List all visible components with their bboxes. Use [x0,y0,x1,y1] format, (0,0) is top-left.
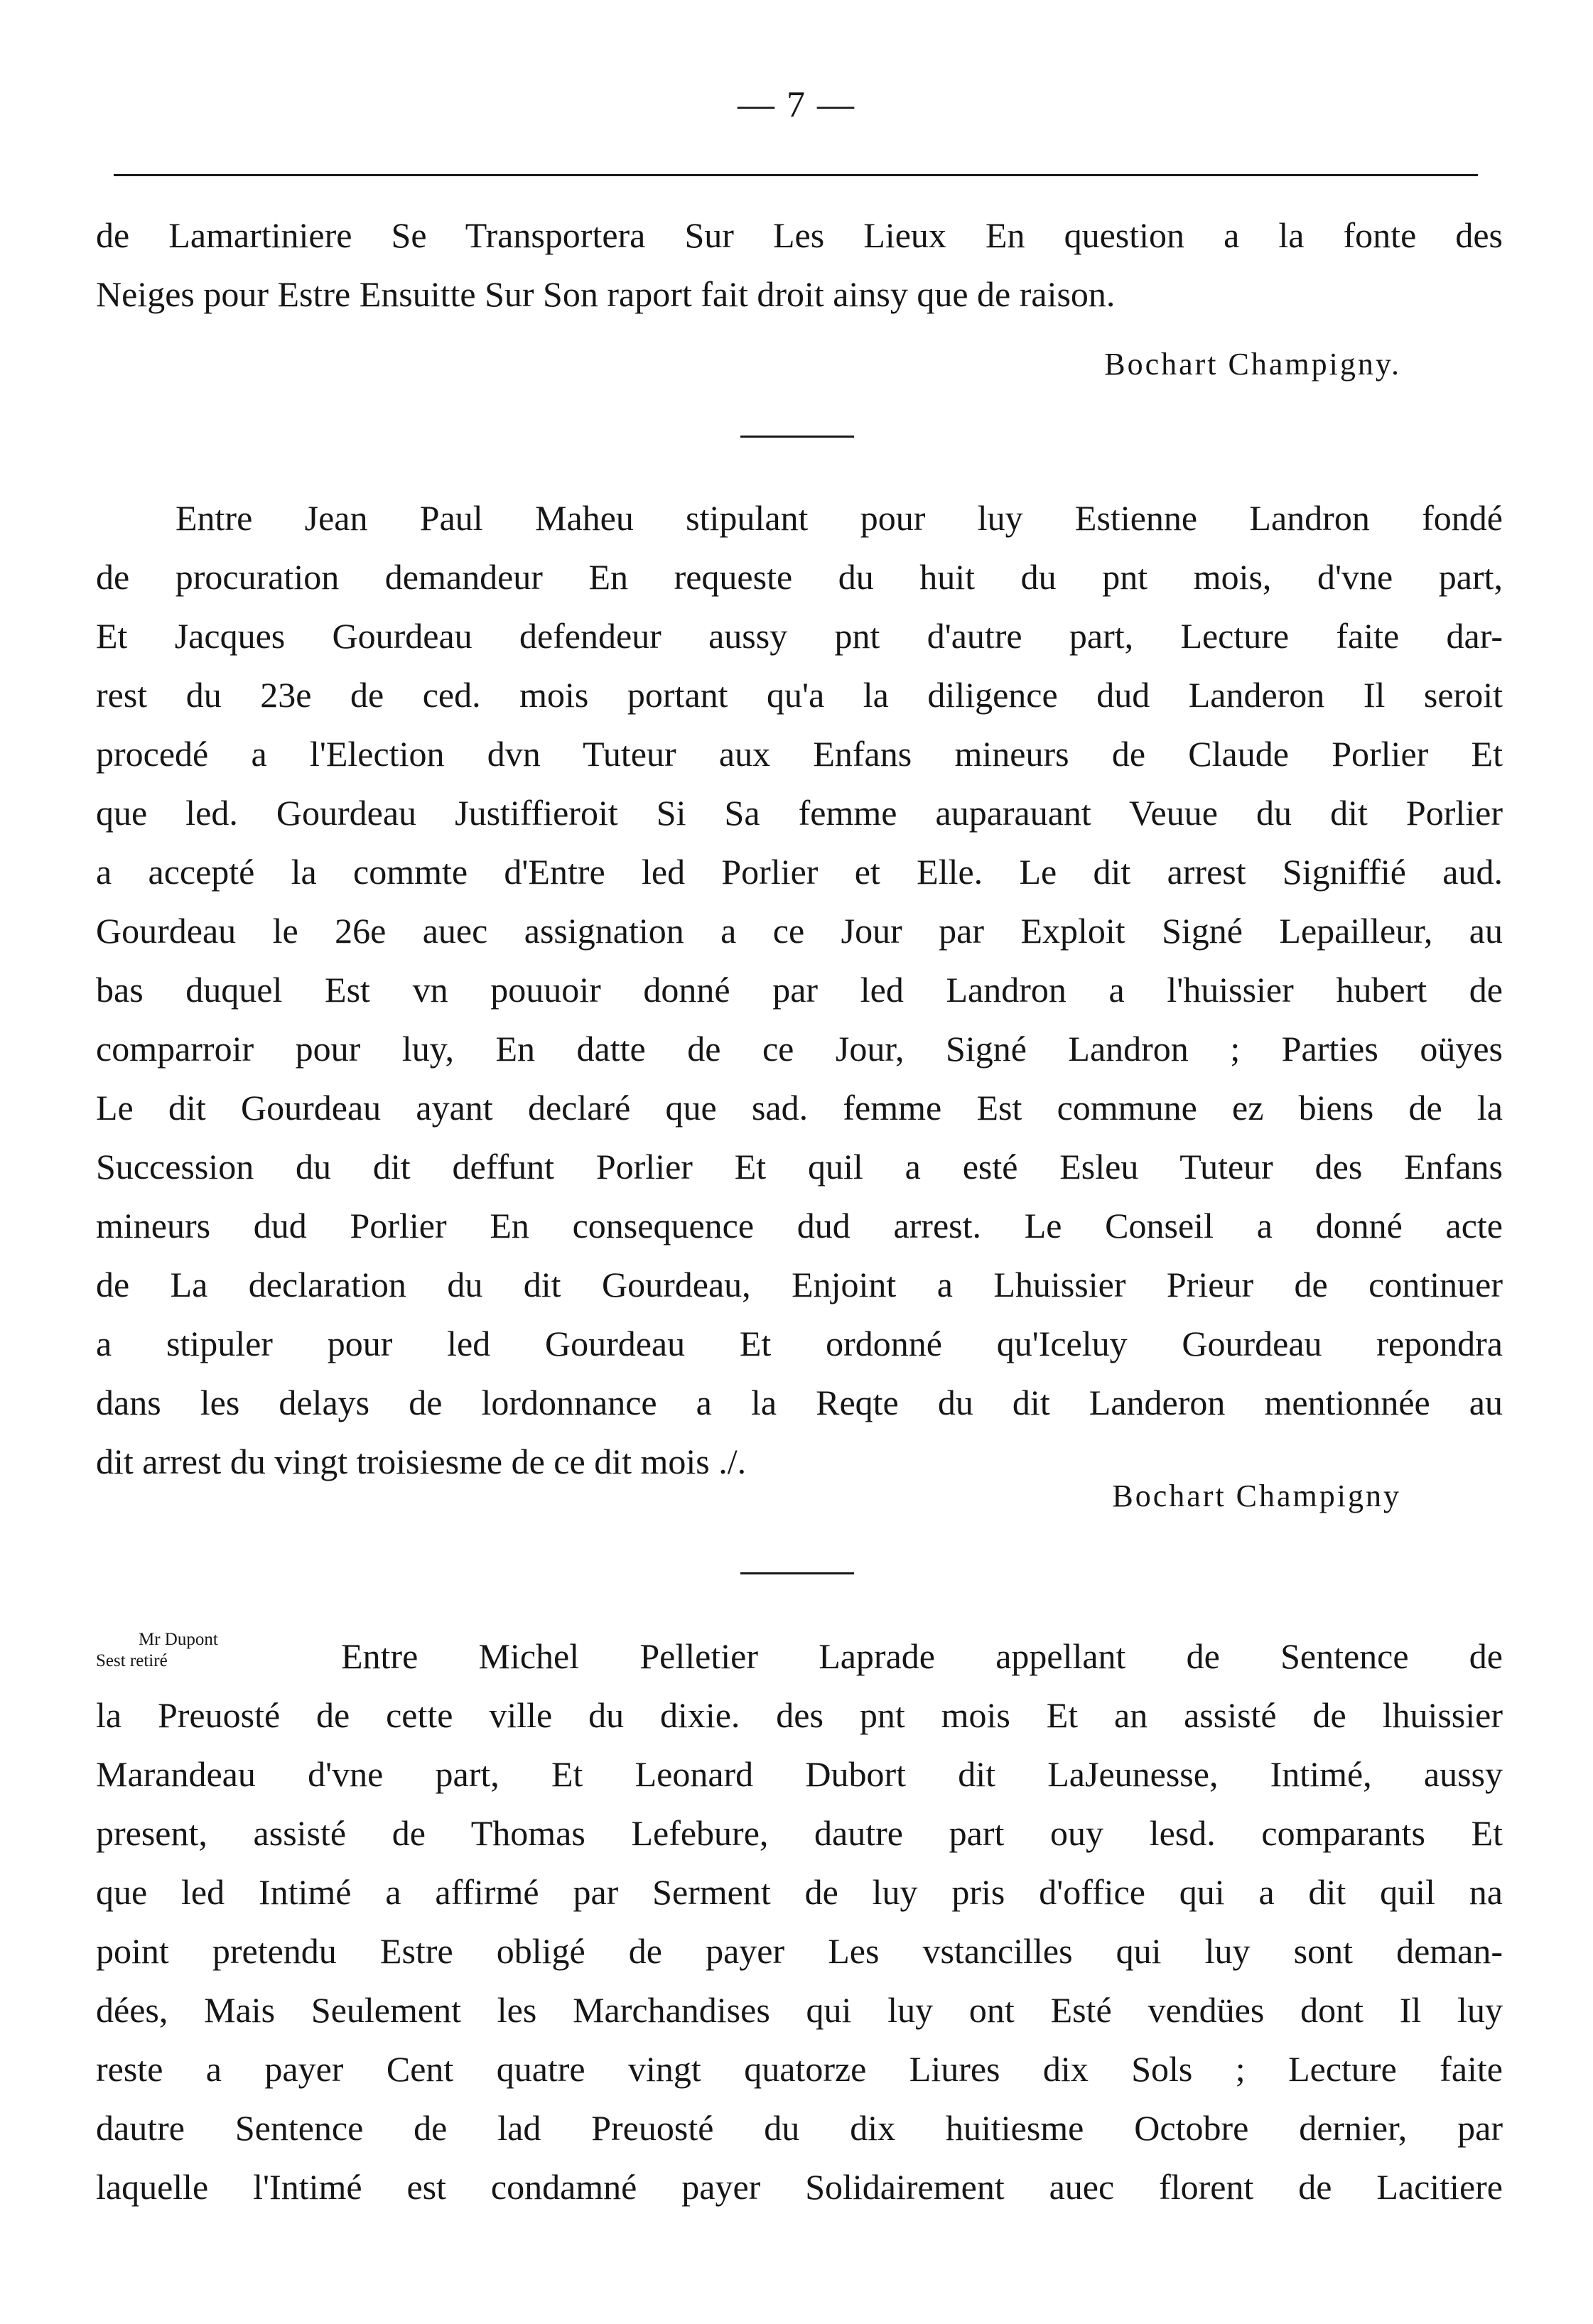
text-line: dit arrest du vingt troisiesme de ce dit mois ./. [96,1442,747,1481]
header-rule [114,174,1478,176]
text-line: que led. Gourdeau Justiffieroit Si Sa femme auparauant Veuue du dit Porlier [96,793,1503,833]
text-line: Entre Michel Pelletier Laprade appellant de Sentence de [341,1636,1503,1676]
text-line: la Preuosté de cette ville du dixie. des pnt mois Et an assisté de lhuissier [96,1695,1503,1735]
text-line: de La declaration du dit Gourdeau, Enjoint a Lhuissier Prieur de continuer [96,1265,1503,1304]
text-line: procedé a l'Election dvn Tuteur aux Enfans mineurs de Claude Porlier Et [96,734,1503,774]
entry-paragraph [96,489,1503,1491]
section-divider [740,1572,854,1574]
text-line: reste a payer Cent quatre vingt quatorze Liures dix Sols ; Lecture faite [96,2049,1503,2089]
text-line: comparroir pour luy, En datte de ce Jour, Signé Landron ; Parties oüyes [96,1029,1503,1069]
text-line: que led Intimé a affirmé par Serment de luy pris d'office qui a dit quil na [96,1872,1503,1912]
text-line: Neiges pour Estre Ensuitte Sur Son raport fait droit ainsy que de raison. [96,274,1116,314]
text-line: Gourdeau le 26e auec assignation a ce Jour par Exploit Signé Lepailleur, au [96,911,1503,951]
text-line: rest du 23e de ced. mois portant qu'a la diligence dud Landeron Il seroit [96,675,1503,715]
text-line: Entre Jean Paul Maheu stipulant pour luy Estienne Landron fondé [176,498,1503,538]
text-line: Marandeau d'vne part, Et Leonard Dubort dit LaJeunesse, Intimé, aussy [96,1754,1503,1794]
text-line: mineurs dud Porlier En consequence dud arrest. Le Conseil a donné acte [96,1206,1503,1245]
text-line: bas duquel Est vn pouuoir donné par led Landron a l'huissier hubert de [96,970,1503,1010]
signature: Bochart Champigny. [1104,347,1401,382]
text-line: Et Jacques Gourdeau defendeur aussy pnt d'autre part, Lecture faite dar- [96,616,1503,656]
text-line: Le dit Gourdeau ayant declaré que sad. femme Est commune ez biens de la [96,1088,1503,1128]
margin-note-line: Sest retiré [96,1651,168,1670]
text-line: present, assisté de Thomas Lefebure, dautre part ouy lesd. comparants Et [96,1813,1503,1853]
page-number: — 7 — [738,85,855,125]
entry-paragraph [96,1627,1503,2217]
text-line: laquelle l'Intimé est condamné payer Solidairement auec florent de Lacitiere [96,2167,1503,2207]
text-line: dans les delays de lordonnance a la Reqte du dit Landeron mentionnée au [96,1383,1503,1422]
text-line: de Lamartiniere Se Transportera Sur Les Lieux En question a la fonte des [96,215,1503,255]
text-line: de procuration demandeur En requeste du huit du pnt mois, d'vne part, [96,557,1503,597]
margin-note-line: Mr Dupont [139,1630,218,1649]
text-line: a stipuler pour led Gourdeau Et ordonné qu'Iceluy Gourdeau repondra [96,1324,1503,1363]
fragment-paragraph [96,206,1503,324]
text-line: dautre Sentence de lad Preuosté du dix huitiesme Octobre dernier, par [96,2108,1503,2148]
text-line: Succession du dit deffunt Porlier Et quil a esté Esleu Tuteur des Enfans [96,1147,1503,1187]
signature: Bochart Champigny [1112,1479,1401,1513]
text-line: dées, Mais Seulement les Marchandises qui luy ont Esté vendües dont Il luy [96,1990,1503,2030]
text-line: point pretendu Estre obligé de payer Les vstancilles qui luy sont deman- [96,1931,1503,1971]
section-divider [740,436,854,438]
text-line: a accepté la commte d'Entre led Porlier et Elle. Le dit arrest Signiffié aud. [96,852,1503,892]
